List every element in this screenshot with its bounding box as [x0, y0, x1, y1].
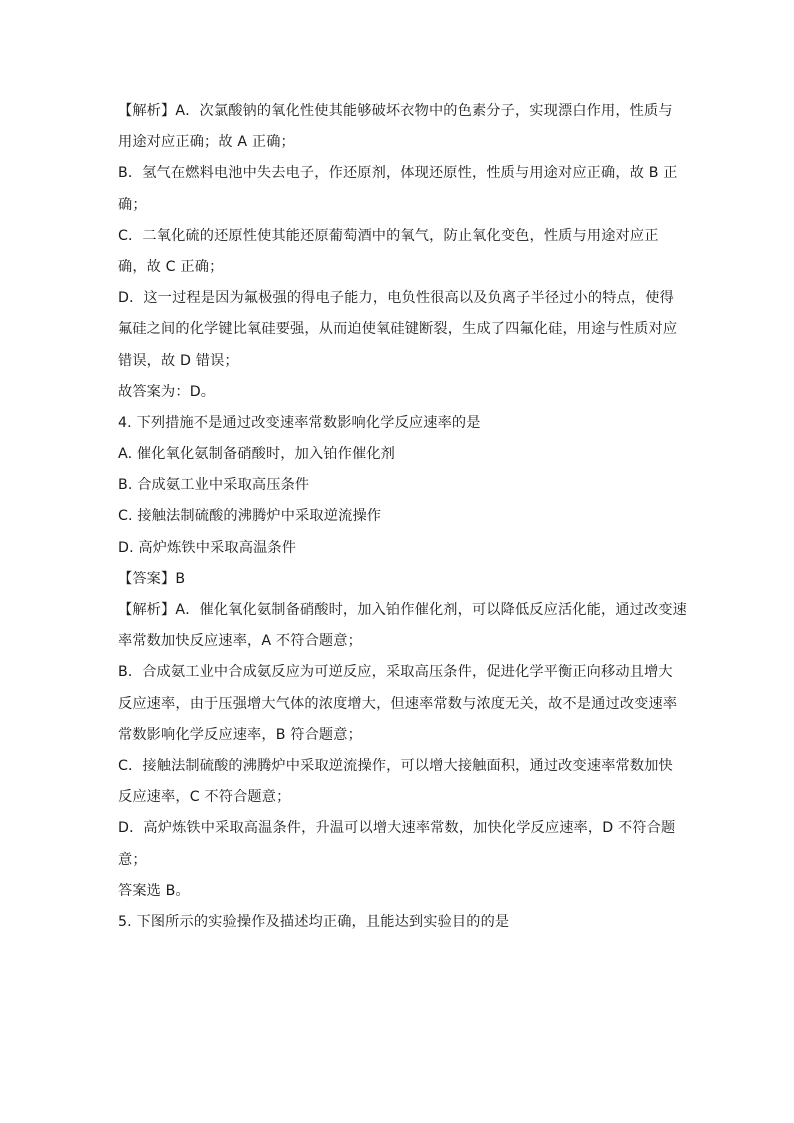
text-line: 【解析】A．次氯酸钠的氧化性使其能够破坏衣物中的色素分子，实现漂白作用，性质与	[118, 103, 673, 119]
text-line: 意；	[118, 851, 147, 868]
option-b: B. 合成氨工业中采取高压条件	[118, 477, 310, 494]
text-line: B．合成氨工业中合成氨反应为可逆反应，采取高压条件，促进化学平衡正向移动且增大	[118, 664, 673, 681]
text-line: 错误，故 D 错误；	[118, 352, 239, 369]
text-line: 率常数加快反应速率，A 不符合题意；	[118, 633, 362, 650]
option-a: A. 催化氧化氨制备硝酸时，加入铂作催化剂	[118, 446, 396, 463]
text-line: 【解析】A．催化氧化氨制备硝酸时，加入铂作催化剂，可以降低反应活化能，通过改变速	[118, 602, 688, 618]
text-line: 氟硅之间的化学键比氧硅要强，从而迫使氧硅键断裂，生成了四氟化硅，用途与性质对应	[118, 321, 678, 338]
text-line: 答案选 B。	[118, 882, 190, 899]
document-page	[118, 96, 688, 938]
question-5-stem: 5. 下图所示的实验操作及描述均正确，且能达到实验目的的是	[118, 913, 510, 930]
text-line: 确，故 C 正确；	[118, 258, 224, 275]
text-line: 常数影响化学反应速率，B 符合题意；	[118, 726, 362, 743]
text-line: 用途对应正确；故 A 正确；	[118, 134, 295, 151]
option-c: C. 接触法制硫酸的沸腾炉中采取逆流操作	[118, 508, 382, 525]
text-line: B．氢气在燃料电池中失去电子，作还原剂，体现还原性，性质与用途对应正确，故 B 正	[118, 165, 678, 182]
text-line: 故答案为：D。	[118, 383, 216, 400]
text-line: 反应速率，C 不符合题意；	[118, 789, 291, 806]
text-line: D．高炉炼铁中采取高温条件，升温可以增大速率常数，加快化学反应速率，D 不符合题	[118, 820, 676, 837]
text-line: C．二氧化硫的还原性使其能还原葡萄酒中的氧气，防止氧化变色，性质与用途对应正	[118, 227, 659, 244]
text-line: 反应速率，由于压强增大气体的浓度增大，但速率常数与浓度无关，故不是通过改变速率	[118, 695, 678, 712]
answer-line: 【答案】B	[118, 570, 186, 587]
option-d: D. 高炉炼铁中采取高温条件	[118, 539, 297, 556]
text-line: 确；	[118, 196, 147, 213]
question-4-stem: 4. 下列措施不是通过改变速率常数影响化学反应速率的是	[118, 414, 481, 431]
text-line: D．这一过程是因为氟极强的得电子能力，电负性很高以及负离子半径过小的特点，使得	[118, 290, 674, 307]
text-line: C．接触法制硫酸的沸腾炉中采取逆流操作，可以增大接触面积，通过改变速率常数加快	[118, 757, 673, 774]
